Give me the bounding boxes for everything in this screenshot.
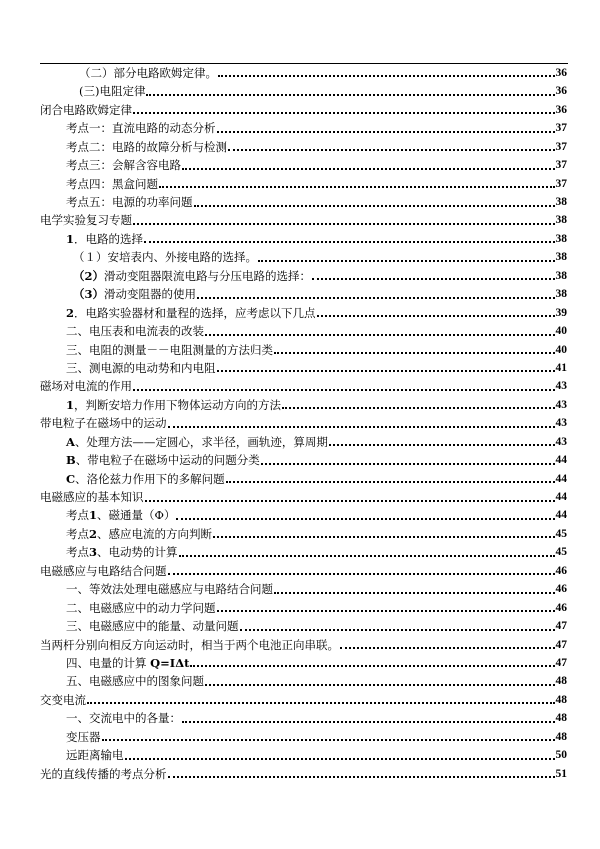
dot-leader [274,352,555,354]
toc-page-number: 50 [555,749,567,762]
dot-leader [125,758,555,760]
toc-page-number: 43 [555,417,567,430]
toc-entry-title [66,599,216,617]
toc-entry[interactable] [40,230,567,248]
toc-entry-text: 考点二：电路的故障分析与检测 [66,139,227,154]
toc-entry[interactable] [40,377,567,395]
toc-entry-title [66,580,273,598]
toc-entry-title [40,488,144,506]
toc-page-number: 39 [555,306,567,319]
toc-entry-title [66,119,216,137]
dot-leader [144,241,554,243]
toc-entry-text: 磁场对电流的作用 [40,379,132,394]
toc-entry-title [66,506,175,524]
toc-entry-number: （3） [73,287,105,302]
toc-entry[interactable] [40,691,567,709]
toc-page-number: 37 [555,140,567,153]
dot-leader [168,776,555,778]
toc-page-number: 47 [555,620,567,633]
toc-page-number: 38 [555,288,567,301]
toc-entry-title [66,156,181,174]
dot-leader [205,334,555,336]
toc-entry-title [40,211,132,229]
toc-entry-prefix: 考点 [66,508,89,523]
toc-entry-title [40,636,339,654]
toc-page-number: 38 [555,269,567,282]
toc-page-number: 38 [555,196,567,209]
dot-leader [218,75,555,77]
toc-entry-text: 、感应电流的方向判断 [97,526,213,541]
dot-leader [226,481,555,483]
toc-entry[interactable] [40,119,567,137]
toc-entry-title [73,267,311,285]
toc-entry[interactable] [40,341,567,359]
toc-entry-title [66,654,189,672]
toc-entry-title [66,230,143,248]
toc-entry-text: 、磁通量（Φ） [97,508,176,523]
toc-entry-title [66,138,227,156]
toc-entry[interactable] [40,470,567,488]
toc-page-number: 44 [555,454,567,467]
toc-entry[interactable] [40,156,567,174]
toc-page-number: 38 [555,232,567,245]
toc-entry-title [79,64,217,82]
dot-leader [317,315,555,317]
toc-entry[interactable] [40,451,567,469]
dot-leader [194,205,555,207]
toc-entry-text: 变压器 [66,729,101,744]
toc-page-number: 46 [555,583,567,596]
dot-leader [146,94,554,96]
toc-entry-text: 闭合电路欧姆定律 [40,102,132,117]
toc-entry-title [66,525,212,543]
toc-page-number: 45 [555,546,567,559]
toc-page-number: 48 [555,693,567,706]
dot-leader [261,463,555,465]
toc-entry-text: （１）安培表内、外接电路的选择。 [73,250,257,265]
dot-leader [329,444,555,446]
dot-leader [87,702,555,704]
toc-entry-number: 2 [89,526,98,541]
toc-page-number: 45 [555,527,567,540]
toc-entry[interactable] [40,525,567,543]
toc-entry-number: 2 [66,305,75,320]
toc-entry-title [40,377,132,395]
toc-page-number: 43 [555,380,567,393]
toc-entry-number: 1 [89,508,98,523]
toc-entry-text: 滑动变阻器的使用 [104,287,197,302]
dot-leader [312,278,554,280]
toc-entry-text: 当两杆分别向相反方向运动时，相当于两个电池正向串联。 [40,637,339,652]
toc-entry-text: 滑动变阻器限流电路与分压电路的选择： [104,268,312,283]
toc-page-number: 40 [555,325,567,338]
dot-leader [258,260,555,262]
toc-entry-number: B [66,453,76,468]
toc-entry[interactable] [40,488,567,506]
toc-entry-title [66,193,193,211]
toc-entry-text: 、洛伦兹力作用下的多解问题 [75,471,225,486]
dot-leader [217,370,555,372]
toc-entry-title [66,359,216,377]
toc-entry[interactable] [40,212,567,230]
toc-page-number: 46 [555,601,567,614]
toc-page-number: 37 [555,122,567,135]
toc-entry-text: 光的直线传播的考点分析 [40,766,167,781]
dot-leader [176,518,554,520]
toc-entry[interactable] [40,175,567,193]
toc-entry-text: 带电粒子在磁场中的运动 [40,416,167,431]
toc-page-number: 38 [555,214,567,227]
dot-leader [228,149,555,151]
toc-entry-text: 、电动势的计算 [97,545,178,560]
toc-entry-title [40,101,132,119]
toc-entry-title [66,617,239,635]
toc-entry-text: 考点一：直流电路的动态分析 [66,121,216,136]
toc-page-number: 51 [555,767,567,780]
toc-entry[interactable] [40,396,567,414]
dot-leader [190,665,554,667]
dot-leader [159,186,555,188]
dot-leader [240,629,555,631]
toc-entry-title [66,322,204,340]
toc-entry-number: 1 [66,231,75,246]
toc-entry-title [66,341,273,359]
toc-entry-title [66,728,101,746]
toc-entry-title [66,433,328,451]
toc-entry[interactable] [40,82,567,100]
dot-leader [197,297,554,299]
toc-page-number: 43 [555,435,567,448]
toc-entry-text: 二、电磁感应中的动力学问题 [66,600,216,615]
toc-entry[interactable] [40,543,567,561]
toc-page-number: 44 [555,472,567,485]
toc-entry[interactable] [40,414,567,432]
toc-page-number: 37 [555,159,567,172]
toc-entry-number: 3 [89,545,98,560]
toc-entry-title [66,709,181,727]
toc-entry[interactable] [40,193,567,211]
toc-entry-prefix: 考点 [66,526,89,541]
toc-entry-text: 考点五：电源的功率问题 [66,195,193,210]
toc-entry[interactable] [40,765,567,783]
toc-entry[interactable] [40,636,567,654]
dot-leader [282,407,554,409]
toc-entry[interactable] [40,101,567,119]
dot-leader [179,555,555,557]
dot-leader [133,389,555,391]
toc-page-number: 36 [555,103,567,116]
toc-page-number: 44 [555,491,567,504]
toc-entry-prefix: 四、电量的计算 [66,655,151,670]
toc-entry-text: 、带电粒子在磁场中运动的问题分类 [75,453,260,468]
toc-entry-title [66,304,316,322]
toc-entry-number: 1 [66,397,75,412]
dot-leader [217,131,555,133]
toc-entry-text: ．电路实验器材和量程的选择，应考虑以下几点 [74,305,316,320]
toc-entry[interactable] [40,562,567,580]
toc-entry[interactable] [40,267,567,285]
toc-page-number: 47 [555,656,567,669]
toc-entry[interactable] [40,433,567,451]
dot-leader [102,739,555,741]
toc-entry-text: ．电路的选择 [74,231,144,246]
toc-page-number: 36 [555,66,567,79]
toc-page-number: 38 [555,251,567,264]
toc-entry[interactable] [40,248,567,266]
toc-entry-title [40,691,86,709]
toc-page-number: 36 [555,85,567,98]
dot-leader [168,426,555,428]
toc-entry-title [40,562,167,580]
dot-leader [182,721,555,723]
dot-leader [133,223,555,225]
toc-entry-text: (三)电阻定律 [79,84,146,99]
toc-entry-title [66,396,281,414]
table-of-contents [40,64,567,783]
toc-entry-title [40,414,167,432]
toc-page-number: 41 [555,361,567,374]
toc-entry-text: ，判断安培力作用下物体运动方向的方法 [74,397,282,412]
toc-entry-title [66,175,158,193]
toc-entry-text: 二、电压表和电流表的改装 [66,324,204,339]
toc-entry[interactable] [40,304,567,322]
toc-page-number: 43 [555,398,567,411]
toc-entry-title [73,248,257,266]
toc-entry[interactable] [40,285,567,303]
toc-entry[interactable] [40,580,567,598]
toc-entry-number: C [66,471,76,486]
dot-leader [133,112,555,114]
dot-leader [340,647,555,649]
toc-entry[interactable] [40,599,567,617]
toc-entry[interactable] [40,709,567,727]
toc-page-number: 48 [555,730,567,743]
toc-entry-text: （二）部分电路欧姆定律。 [79,65,217,80]
toc-entry-text: 三、电磁感应中的能量、动量问题 [66,619,239,634]
toc-entry-text: 交变电流 [40,692,86,707]
toc-entry-text: 、处理方法——定圆心，求半径，画轨迹，算周期 [74,434,328,449]
toc-entry-prefix: 考点 [66,545,89,560]
toc-entry-text: 远距离输电 [66,748,124,763]
toc-entry-title [73,285,196,303]
toc-entry-title [66,543,178,561]
dot-leader [145,500,555,502]
toc-entry-number: A [66,434,75,449]
dot-leader [217,610,555,612]
toc-entry[interactable] [40,138,567,156]
toc-entry-text: 五、电磁感应中的图象问题 [66,674,204,689]
toc-page-number: 46 [555,564,567,577]
toc-entry[interactable] [40,617,567,635]
toc-page-number: 37 [555,177,567,190]
toc-entry-title [66,746,124,764]
toc-entry[interactable] [40,64,567,82]
toc-page-number: 48 [555,712,567,725]
toc-entry-text: 一、交流电中的各量： [66,711,181,726]
toc-page-number: 47 [555,638,567,651]
toc-entry[interactable] [40,728,567,746]
toc-entry-title [66,451,260,469]
toc-entry-text: 电磁感应与电路结合问题 [40,563,167,578]
toc-entry-number: （2） [73,268,105,283]
toc-entry-text: 电学实验复习专题 [40,213,132,228]
toc-entry-text: 考点三：会解含容电路 [66,158,181,173]
toc-entry-text: 三、电阻的测量－－电阻测量的方法归类 [66,342,273,357]
toc-entry-title [66,470,225,488]
toc-entry-title [79,82,145,100]
dot-leader [168,573,555,575]
dot-leader [274,592,555,594]
toc-page-number: 48 [555,675,567,688]
toc-entry-text: 三、测电源的电动势和内电阻 [66,360,216,375]
toc-entry-text: Q=IΔt [150,655,190,670]
toc-entry-title [40,765,167,783]
toc-entry[interactable] [40,672,567,690]
dot-leader [182,168,555,170]
toc-entry[interactable] [40,654,567,672]
toc-entry[interactable] [40,322,567,340]
toc-page-number: 40 [555,343,567,356]
toc-entry[interactable] [40,746,567,764]
toc-entry-title [66,672,204,690]
toc-entry-text: 电磁感应的基本知识 [40,490,144,505]
toc-entry-text: 考点四：黑盒问题 [66,176,158,191]
dot-leader [205,684,555,686]
dot-leader [213,536,554,538]
toc-entry[interactable] [40,507,567,525]
toc-entry-text: 一、等效法处理电磁感应与电路结合问题 [66,582,273,597]
toc-page-number: 44 [555,509,567,522]
toc-entry[interactable] [40,359,567,377]
